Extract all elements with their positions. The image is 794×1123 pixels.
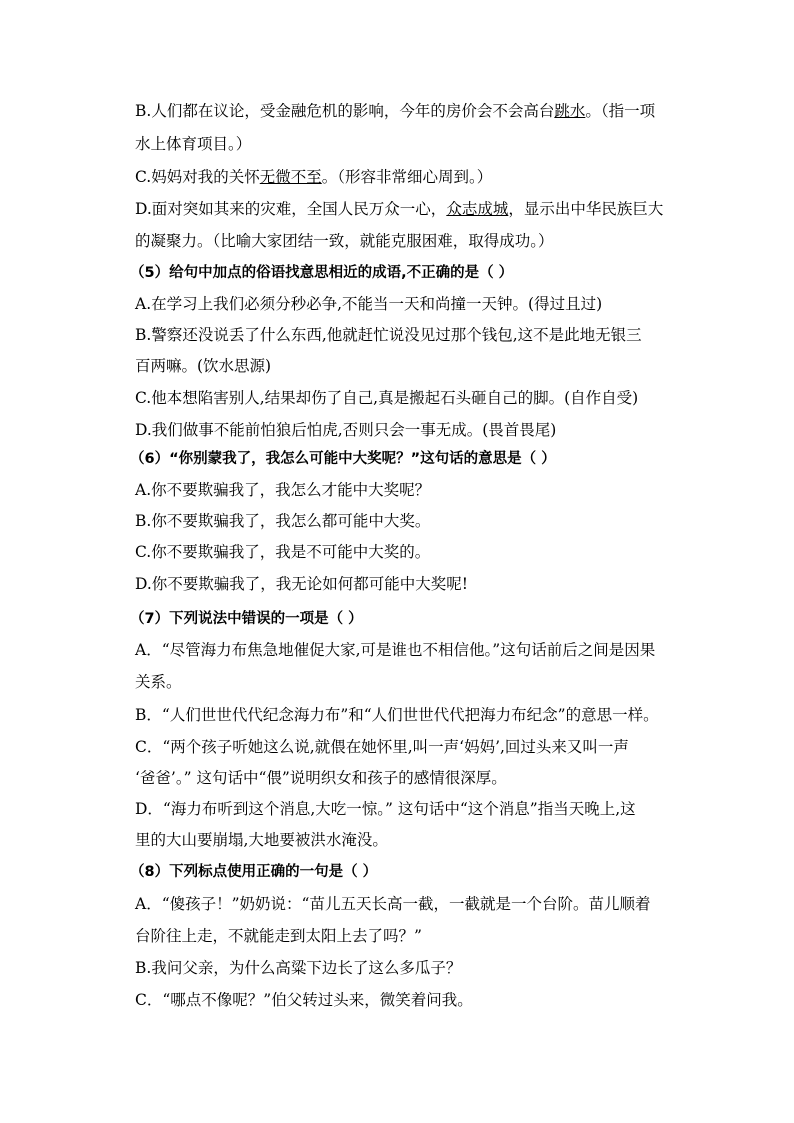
q8-option-b: B.我问父亲，为什么高粱下边长了这么多瓜子？ xyxy=(135,959,462,977)
q8-option-c: C．“哪点不像呢？”伯父转过头来，微笑着问我。 xyxy=(135,991,473,1009)
q7-title: （7）下列说法中错误的一项是（ ） xyxy=(130,611,363,627)
q6-option-d: D.你不要欺骗我了，我无论如何都可能中大奖呢! xyxy=(135,575,469,593)
q4-option-c-underlined: 无微不至 xyxy=(259,168,322,186)
q4-option-d-text-a: D.面对突如其来的灾难，全国人民万众一心， xyxy=(135,200,447,218)
q4-option-c-text-b: 。（形容非常细心周到。） xyxy=(321,168,493,186)
q4-option-d-line2: 的凝聚力。（比喻大家团结一致，就能克服困难，取得成功。） xyxy=(135,232,554,250)
q4-option-d-underlined: 众志成城 xyxy=(446,200,509,218)
q4-option-b-line2: 水上体育项目。） xyxy=(135,135,252,153)
q5-option-a: A.在学习上我们必须分秒必争,不能当一天和尚撞一天钟。(得过且过) xyxy=(135,295,603,313)
q4-option-d xyxy=(135,199,663,219)
q7-option-c-line2: ‘爸爸’。” 这句话中“偎”说明织女和孩子的感情很深厚。 xyxy=(135,769,507,787)
q4-option-c xyxy=(135,167,492,187)
q4-option-c-text-a: C.妈妈对我的关怀 xyxy=(135,168,260,186)
q7-option-c: C．“两个孩子听她这么说,就偎在她怀里,叫一声‘妈妈’,回过头来又叫一声 xyxy=(135,738,629,756)
q4-option-b-underlined: 跳水 xyxy=(554,102,586,120)
q5-option-b-line2: 百两嘛。(饮水思源) xyxy=(135,357,272,375)
q4-option-b-text-b: 。（指一项 xyxy=(585,102,656,120)
q4-option-d-text-b: ，显示出中华民族巨大 xyxy=(508,200,664,218)
q7-option-a-line2: 关系。 xyxy=(135,673,182,691)
q4-option-b xyxy=(135,101,655,121)
q8-option-a: A．“傻孩子！”奶奶说：“苗儿五天长高一截，一截就是一个台阶。苗儿顺着 xyxy=(135,895,651,913)
q7-option-d: D．“海力布听到这个消息,大吃一惊。” 这句话中“这个消息”指当天晚上,这 xyxy=(135,800,636,818)
q7-option-b: B．“人们世世代代纪念海力布”和“人们世世代代把海力布纪念”的意思一样。 xyxy=(135,706,659,724)
q6-option-a: A.你不要欺骗我了，我怎么才能中大奖呢？ xyxy=(135,481,431,499)
q7-option-a: A．“尽管海力布焦急地催促大家,可是谁也不相信他。”这句话前后之间是因果 xyxy=(135,641,656,659)
q5-option-d: D.我们做事不能前怕狼后怕虎,否则只会一事无成。(畏首畏尾) xyxy=(135,421,557,439)
q5-option-c: C.他本想陷害别人,结果却伤了自己,真是搬起石头砸自己的脚。(自作自受) xyxy=(135,389,639,407)
q5-option-b: B.警察还没说丢了什么东西,他就赶忙说没见过那个钱包,这不是此地无银三 xyxy=(135,326,642,344)
q4-option-b-text-a: B.人们都在议论，受金融危机的影响，今年的房价会不会高台 xyxy=(135,102,555,120)
q7-option-d-line2: 里的大山要崩塌,大地要被洪水淹没。 xyxy=(135,831,388,849)
q8-title: （8）下列标点使用正确的一句是（ ） xyxy=(130,864,378,880)
q8-option-a-line2: 台阶往上走，不就能走到太阳上去了吗？” xyxy=(135,927,422,945)
q6-option-b: B.你不要欺骗我了，我怎么都可能中大奖。 xyxy=(135,512,431,530)
q6-option-c: C.你不要欺骗我了，我是不可能中大奖的。 xyxy=(135,543,431,561)
q6-title: （6）“你别蒙我了，我怎么可能中大奖呢？”这句话的意思是（ ） xyxy=(130,451,556,467)
q5-title: （5）给句中加点的俗语找意思相近的成语,不正确的是（ ） xyxy=(130,265,514,281)
